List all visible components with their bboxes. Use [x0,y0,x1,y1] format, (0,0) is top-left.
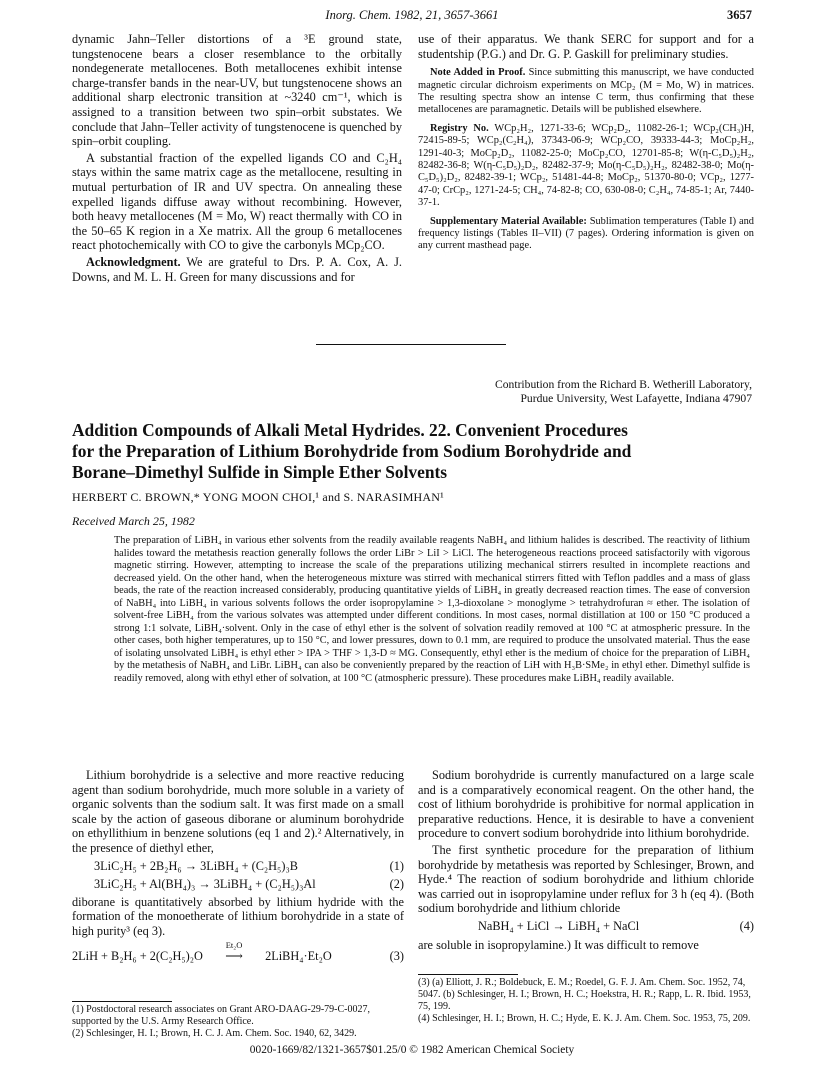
footnote: (4) Schlesinger, H. I.; Brown, H. C.; Hyde, E. K. J. Am. Chem. Soc. 1953, 75, 209. [418,1013,751,1024]
supplementary-text: Sublimation temperatures (Table I) and frequency listings (Tables II–VII) (7 pages). Ordering information is given on any current masthead page. [418,215,754,252]
equation-number: (2) [389,877,404,892]
equation-rhs: 2LiBH₄·Et₂O [265,948,332,963]
registry-text: WCp₂H₂, 1271-33-6; WCp₂D₂, 11082-26-1; WCp₂(CH₃)H, 72415-89-5; WCp₂(C₂H₄), 37343-06-9; WCp₂CO, 39333-44-3; MoCp₂H₂, 1291-40-3; MoCp₂D₂, 11082-25-0; MoCp₂CO, 12701-85-8; W(η-C₅D₅)₂H₂, 82482-36-8; W(η-C₅D₅)₂D₂, 82482-37-9; Mo(η-C₅D₅)₂H₂, 82482-38-0; Mo(η-C₅D₅)₂D₂, 82482-39-1; WCp₂, 51481-44-8; MoCp₂, 51370-80-0; VCp₂, 1277-47-0; CrCp₂, 1271-24-5; CH₄, 74-82-8; CO, 630-08-0; C₂H₄, 74-85-1; Ar, 7440-37-1. [418,122,754,209]
copyright-footer: 0020-1669/82/1321-3657$01.25/0 © 1982 American Chemical Society [249,1044,575,1056]
footnote-rule [418,974,518,975]
equation-lhs: 2LiH + B₂H₆ + 2(C₂H₅)₂O [72,948,203,963]
author-list: HERBERT C. BROWN,* YONG MOON CHOI,¹ and S. NARASIMHAN¹ [72,490,444,504]
equation-number: (4) [739,918,754,933]
note-heading: Note Added in Proof. [430,67,526,79]
footnotes-right [418,977,754,1025]
equation-text: 3LiC₂H₅ + 2B₂H₆ → 3LiBH₄ + (C₂H₅)₃B [94,858,298,873]
abstract: The preparation of LiBH₄ in various ether solvents from the readily available reagents NaBH₄ and lithium halides is described. The reactivity of lithium halides toward the metathesis reaction generally follows the order LiBr > LiI > LiCl. The heterogeneous reactions proceed satisfactorily with vigorous magnetic stirring. However, attempting to increase the scale of the preparations utilizing mechanical stirrers resulted in incomplete reactions and decreased yield. On the other hand, when the heterogeneous mixture was stirred with mechanical stirrers fitted with Teflon paddles and a mass of glass beads, the rate of the reaction increased considerably, producing quantitative yields of LiBH₄ in greatly decreased reaction times. The ease of conversion of NaBH₄ into LiBH₄ in various solvents follows the order isopropylamine > 1,3-dioxolane > monoglyme > tetrahydrofuran ≈ ether. The isolation of solvent-free LiBH₄ from the various solvates was attempted under different conditions. In most cases, normal distillation at 100 or 150 °C produced a strong 1:1 solvate, LiBH₄·solvent. Only in the case of ethyl ether is the solvent of solvation readily removed at 100 °C at atmospheric pressure. In the other cases, both higher temperatures, up to 150 °C, and lower pressures, down to 0.1 mm, are required to produce the unsolvated material. Thus the ease of isolating unsolvated LiBH₄ is ethyl ether > IPA > THF > 1,3-D ≈ MG. Consequently, ethyl ether is the medium of choice for the preparation of LiBH₄ by the metathesis of NaBH₄ and LiBr. LiBH₄ can also be conveniently prepared by the reaction of LiH with H₃B·SMe₂ in ethyl ether. Dimethyl sulfide is readily removed, along with ethyl ether of solvation, at 100 °C (atmospheric pressure). These procedures make LiBH₄ readily available. [114,535,750,684]
equation-number: (1) [389,858,404,873]
paragraph: are soluble in isopropylamine.) It was difficult to remove [418,937,699,952]
supplementary-heading: Supplementary Material Available: [430,215,587,227]
equation-text [72,939,332,964]
article-title [72,420,762,483]
paragraph: A substantial fraction of the expelled ligands CO and C₂H₄ stays within the same matrix cage as the metallocene, resulting in mutual perturbation of IR and UV spectra. On annealing these expelled ligands diffuse away without recombining. However, both heavy metallocenes (M = Mo, W) react thermally with CO in the 50–65 K region in a Xe matrix. All the group 6 metallocenes react photochemically with CO to give the carbonyls MCp₂CO. [72,150,402,253]
paragraph: Sodium borohydride is currently manufactured on a large scale and is a comparatively economical reagent. On the other hand, the cost of lithium borohydride is prohibitive for normal application in preparative reductions. Hence, it is desirable to have a convenient procedure to convert sodium borohydride into lithium borohydride. [418,768,754,841]
registry-numbers [418,123,754,210]
footnote-rule [72,1001,172,1002]
received-date: Received March 25, 1982 [72,514,195,528]
equation-2 [94,877,404,892]
reaction-arrow: Et₂O ⟶ [209,949,259,964]
page-number: 3657 [727,8,752,22]
contribution-affiliation [420,378,752,406]
equation-number: (3) [389,948,404,963]
title-line: Addition Compounds of Alkali Metal Hydrides. 22. Convenient Procedures [72,420,628,440]
supplementary-material [418,216,754,253]
note-added [418,67,754,117]
prev-article-left-column [72,32,402,286]
footnote: (2) Schlesinger, H. I.; Brown, H. C. J. Am. Chem. Soc. 1940, 62, 3429. [72,1028,357,1039]
arrow-label: Et₂O [225,939,243,950]
body-right-column [418,768,754,954]
endmatter [418,67,754,253]
equation-1 [94,859,404,874]
affiliation-line: Contribution from the Richard B. Wetherill Laboratory, [495,378,752,391]
acknowledgment-heading: Acknowledgment. [86,254,181,269]
affiliation-line: Purdue University, West Lafayette, Indiana 47907 [520,391,752,405]
note-text: Since submitting this manuscript, we have conducted magnetic circular dichroism experiments on MCp₂ (M = Mo, W) in matrices. The resulting spectra show an intense C term, thus confirming that these metallocenes are paramagnetic. Details will be published elsewhere. [418,67,754,116]
title-line: Borane–Dimethyl Sulfide in Simple Ether Solvents [72,462,448,482]
acknowledgment-text: We are grateful to Drs. P. A. Cox, A. J. Downs, and M. L. H. Green for many discussions and for [72,254,402,284]
footnote: (1) Postdoctoral research associates on Grant ARO-DAAG-29-79-C-0027, supported by the U.S. Army Research Office. [72,1004,370,1027]
paragraph: diborane is quantitatively absorbed by lithium hydride with the formation of the monoetherate of lithium borohydride in a state of high purity³ (eq 3). [72,894,404,938]
equation-3 [72,939,404,964]
section-divider [316,344,506,345]
title-line: for the Preparation of Lithium Borohydride from Sodium Borohydride and [72,441,632,461]
equation-text: 3LiC₂H₅ + Al(BH₄)₃ → 3LiBH₄ + (C₂H₅)₃Al [94,877,316,892]
acknowledgment [72,255,402,284]
footnotes-left [72,1004,404,1040]
equation-text: NaBH₄ + LiCl → LiBH₄ + NaCl [478,918,640,933]
footnote: (3) (a) Elliott, J. R.; Boldebuck, E. M.; Roedel, G. F. J. Am. Chem. Soc. 1952, 74, 5047. (b) Schlesinger, H. I.; Brown, H. C.; Hoekstra, H. R.; Rapp, L. R. Ibid. 1953, 75, 199. [418,977,751,1012]
paragraph: Lithium borohydride is a selective and more reactive reducing agent than sodium borohydride, much more soluble in a variety of organic solvents than the sodium salt. It was first made on a small scale by the action of gaseous diborane or aluminum borohydride on ethyllithium in benzene solutions (eq 1 and 2).² Alternatively, in the presence of diethyl ether, [72,768,404,855]
registry-heading: Registry No. [430,122,489,134]
paragraph: use of their apparatus. We thank SERC for support and for a studentship (P.G.) and Dr. G. P. Gaskill for preliminary studies. [418,32,754,61]
prev-article-right-column [418,32,754,259]
journal-citation: Inorg. Chem. 1982, 21, 3657-3661 [325,8,499,22]
running-header [72,8,752,28]
equation-4 [478,919,754,934]
body-left-column [72,768,404,963]
paragraph: dynamic Jahn–Teller distortions of a ³E ground state, tungstenocene bears a closer resemblance to the orbitally nondegenerate metallocenes. Both metallocenes exhibit intense charge-transfer bands in the near-UV, but tungstenocene shows an additional sharp electronic transition at ~3240 cm⁻¹, which is assigned to a transition between two spin–orbit substates. We conclude that Jahn–Teller activity of tungstenocene is quenched by spin–orbit coupling. [72,32,402,149]
paragraph: The first synthetic procedure for the preparation of lithium borohydride by metathesis was reported by Schlesinger, Brown, and Hyde.⁴ The reaction of sodium borohydride and lithium chloride was carried out in isopropylamine under reflux for 3 h (eq 4). (Both sodium borohydride and lithium chloride [418,842,754,916]
